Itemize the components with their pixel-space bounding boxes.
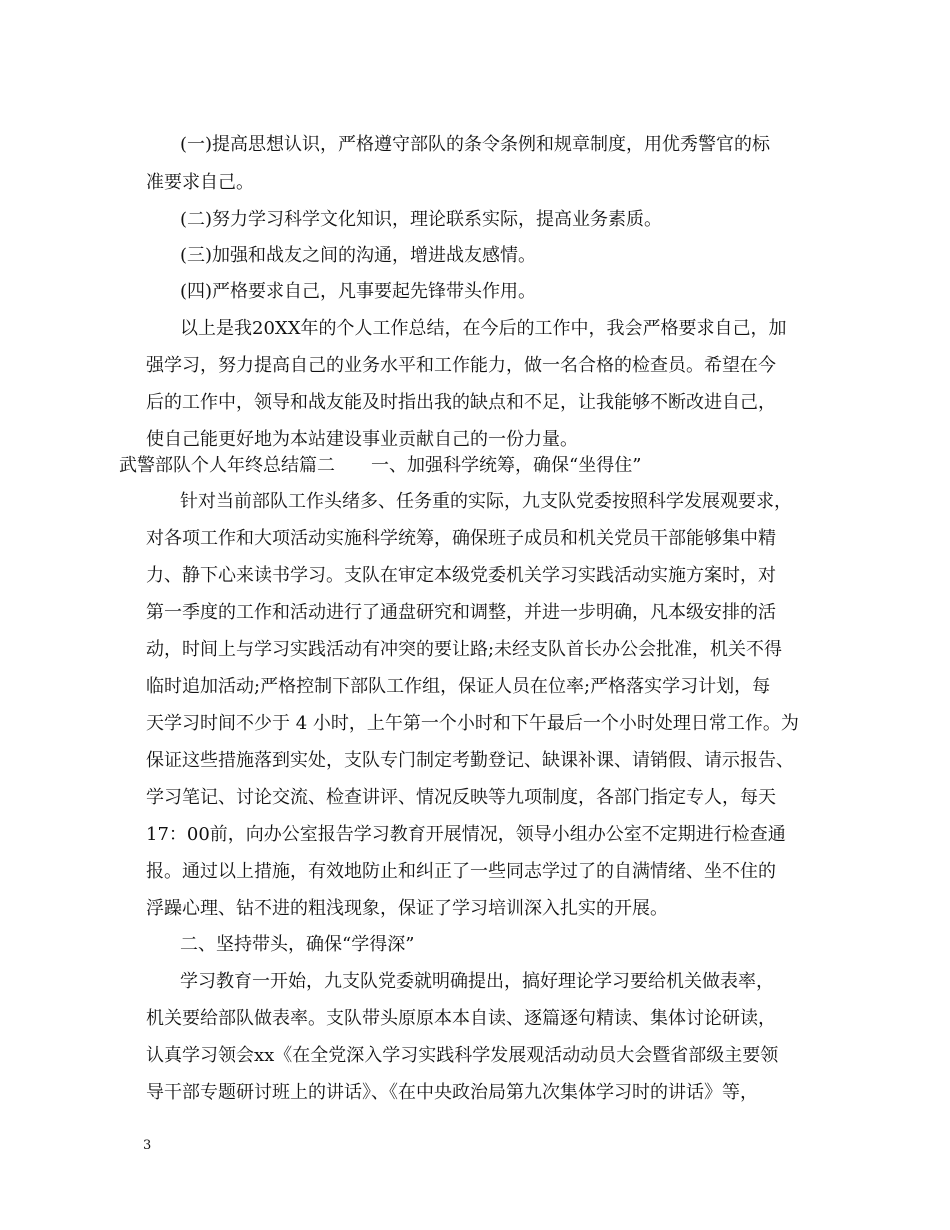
text-line: 17：00前，向办公室报告学习教育开展情况，领导小组办公室不定期进行检查通 (146, 824, 786, 845)
text-line: 学习笔记、讨论交流、检查讲评、情况反映等九项制度，各部门指定专人，每天 (146, 787, 776, 808)
section-heading: 二、坚持带头，确保“学得深” (180, 934, 415, 955)
text-line: 第一季度的工作和活动进行了通盘研究和调整，并进一步明确，凡本级安排的活 (146, 602, 776, 623)
text-line: 学习教育一开始，九支队党委就明确提出，搞好理论学习要给机关做表率， (180, 971, 774, 992)
text-line: 强学习，努力提高自己的业务水平和工作能力，做一名合格的检查员。希望在今 (146, 355, 776, 376)
text-line: 准要求自己。 (146, 172, 254, 193)
section-heading: 武警部队个人年终总结篇二 一、加强科学统筹，确保“坐得住” (119, 455, 642, 476)
text-line: 机关要给部队做表率。支队带头原原本本自读、逐篇逐句精读、集体讨论研读， (146, 1008, 776, 1029)
text-line: 对各项工作和大项活动实施科学统筹，确保班子成员和机关党员干部能够集中精 (146, 528, 776, 549)
text-line: 天学习时间不少于 4 小时，上午第一个小时和下午最后一个小时处理日常工作。为 (146, 713, 799, 734)
text-line: (四)严格要求自己，凡事要起先锋带头作用。 (180, 281, 537, 302)
text-line: (三)加强和战友之间的沟通，增进战友感情。 (180, 245, 537, 266)
text-line: 力、静下心来读书学习。支队在审定本级党委机关学习实践活动实施方案时，对 (146, 565, 776, 586)
text-line: 以上是我20XX年的个人工作总结，在今后的工作中，我会严格要求自己，加 (180, 318, 787, 339)
text-line: 认真学习领会xx《在全党深入学习实践科学发展观活动动员大会暨省部级主要领 (146, 1045, 779, 1066)
text-line: 动，时间上与学习实践活动有冲突的要让路;未经支队首长办公会批准，机关不得 (146, 639, 783, 660)
text-line: (一)提高思想认识，严格遵守部队的条令条例和规章制度，用优秀警官的标 (180, 134, 771, 155)
text-line: 保证这些措施落到实处，支队专门制定考勤登记、缺课补课、请销假、请示报告、 (146, 750, 794, 771)
text-line: 导干部专题研讨班上的讲话》、《在中央政治局第九次集体学习时的讲话》等， (146, 1082, 758, 1103)
text-line: 后的工作中，领导和战友能及时指出我的缺点和不足，让我能够不断改进自己， (146, 392, 776, 413)
text-line: 报。通过以上措施，有效地防止和纠正了一些同志学过了的自满情绪、坐不住的 (146, 861, 776, 882)
text-line: 使自己能更好地为本站建设事业贡献自己的一份力量。 (146, 429, 578, 450)
text-line: 针对当前部队工作头绪多、任务重的实际，九支队党委按照科学发展观要求， (180, 491, 792, 512)
text-line: 临时追加活动;严格控制下部队工作组，保证人员在位率;严格落实学习计划，每 (146, 676, 771, 697)
text-line: (二)努力学习科学文化知识，理论联系实际，提高业务素质。 (180, 209, 663, 230)
page-number: 3 (143, 1138, 152, 1153)
text-line: 浮躁心理、钻不进的粗浅现象，保证了学习培训深入扎实的开展。 (146, 898, 668, 919)
